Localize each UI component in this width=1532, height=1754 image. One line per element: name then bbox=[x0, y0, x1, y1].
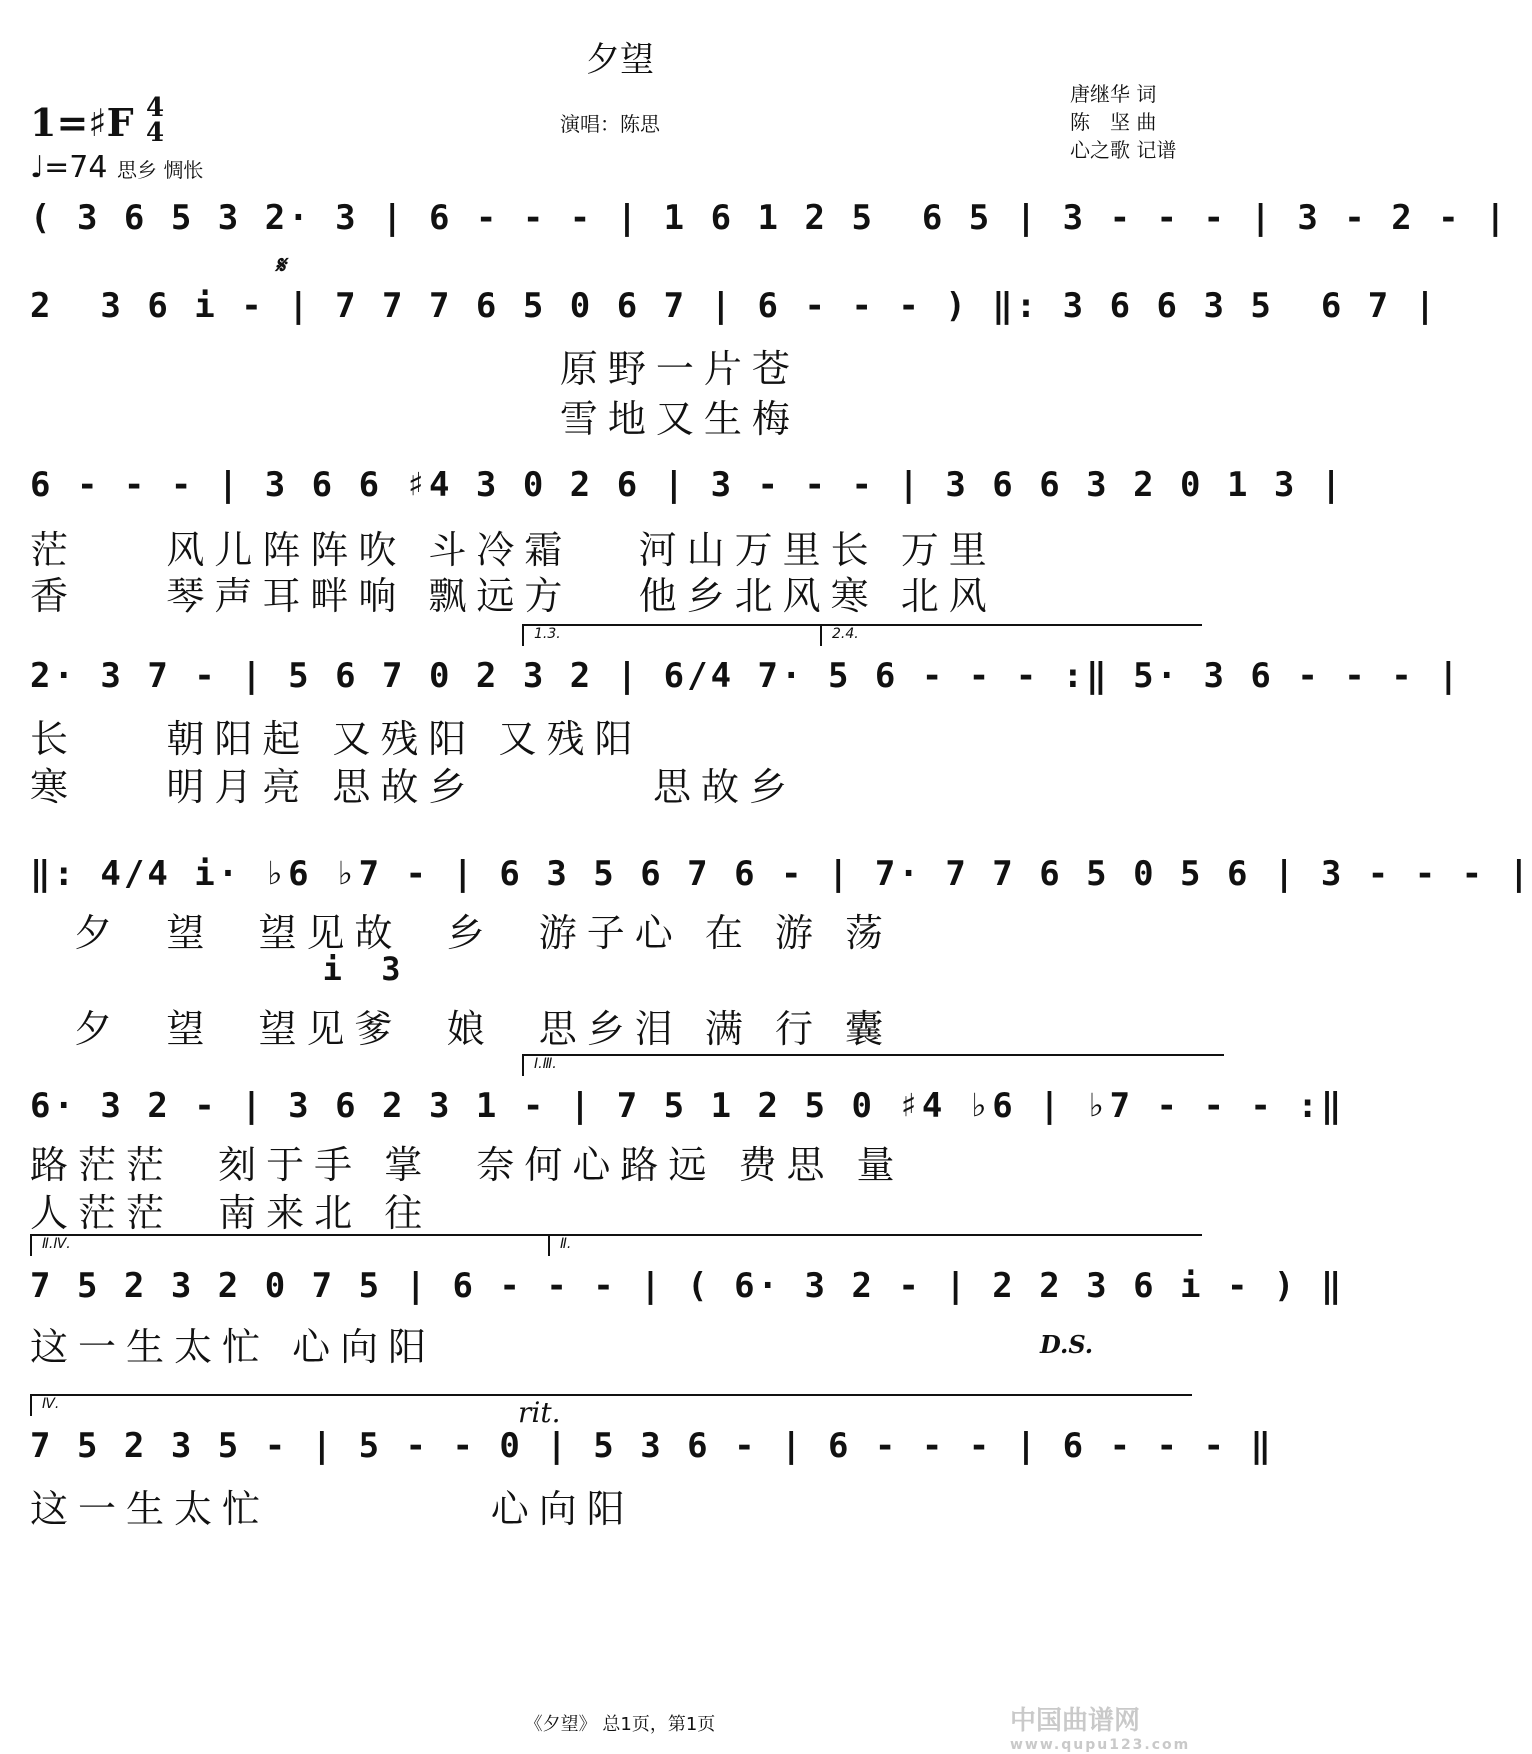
dal-segno-mark: D.S. bbox=[1040, 1330, 1094, 1359]
key-signature: 1=♯F bbox=[30, 100, 134, 145]
volta-ending-2: Ⅱ. bbox=[548, 1234, 1202, 1256]
credit-composer: 陈 坚 曲 bbox=[1070, 110, 1157, 134]
lyric-verse-2: 雪地又生梅 bbox=[30, 397, 800, 441]
lyric-verse-1: 夕 望 望见故 乡 游子心 在 游 荡 bbox=[30, 911, 894, 955]
notes-line: 6· 3 2 - | 3 6 2 3 1 - | 7 5 1 2 5 0 ♯4 ♭6 | ♭7 - - - :‖ bbox=[30, 1086, 1345, 1126]
notes-line: 6 - - - | 3 6 6 ♯4 3 0 2 6 | 3 - - - | 3 6 6 3 2 0 1 3 | bbox=[30, 465, 1345, 505]
lyric-verse-2: 人茫茫 南来北 往 bbox=[30, 1191, 433, 1235]
lyric-verse-1: 原野一片苍 bbox=[30, 347, 800, 391]
mood-text: 思乡 惆怅 bbox=[117, 158, 204, 182]
volta-ending-4: Ⅳ. bbox=[30, 1394, 1192, 1416]
lyric-verse-1: 路茫茫 刻于手 掌 奈何心路远 费思 量 bbox=[30, 1143, 905, 1187]
volta-ending-2-4: Ⅱ.Ⅳ. bbox=[30, 1234, 550, 1256]
volta-ending-1: 1.3. bbox=[522, 624, 824, 646]
singer: 演唱：陈思 bbox=[560, 112, 660, 136]
segno-mark: 𝄋 bbox=[275, 250, 286, 279]
time-signature bbox=[146, 93, 165, 148]
notes-line: 7 5 2 3 2 0 7 5 | 6 - - - | ( 6· 3 2 - | 2 2 3 6 i - ) ‖ bbox=[30, 1266, 1345, 1306]
alt-notes: i 3 bbox=[30, 950, 411, 988]
volta-ending-1-3: Ⅰ.Ⅲ. bbox=[522, 1054, 1224, 1076]
notes-line: 7 5 2 3 5 - | 5 - - 0 | 5 3 6 - | 6 - - - | 6 - - - ‖ bbox=[30, 1426, 1274, 1466]
page-footer: 《夕望》 总1页，第1页 bbox=[524, 1714, 716, 1735]
lyric-verse-1: 长 朝阳起 又残阳 又残阳 bbox=[30, 717, 643, 761]
lyric-verse-1: 这一生太忙 心向阳 bbox=[30, 1325, 437, 1369]
tempo-value: ♩=74 bbox=[30, 150, 108, 185]
lyric-verse-1: 茫 风儿阵阵吹 斗冷霜 河山万里长 万里 bbox=[30, 528, 997, 572]
watermark-url: www.qupu123.com bbox=[1010, 1737, 1191, 1753]
time-signature-bottom: 4 bbox=[146, 118, 165, 148]
notes-line: 2 3 6 i - | 7 7 7 6 5 0 6 7 | 6 - - - ) ‖: 3 6 6 3 5 6 7 | bbox=[30, 286, 1439, 326]
notes-line: ( 3 6 5 3 2· 3 | 6 - - - | 1 6 1 2 5 6 5 | 3 - - - | 3 - 2 - | bbox=[30, 198, 1509, 238]
lyric-verse-2: 香 琴声耳畔响 飘远方 他乡北风寒 北风 bbox=[30, 574, 997, 618]
page-title: 夕望 bbox=[586, 40, 654, 80]
notes-line: 2· 3 7 - | 5 6 7 0 2 3 2 | 6/4 7· 5 6 - - - :‖ 5· 3 6 - - - | bbox=[30, 656, 1462, 696]
lyric-verse-2: 夕 望 望见爹 娘 思乡泪 满 行 囊 bbox=[30, 1007, 894, 1051]
watermark bbox=[1010, 1700, 1190, 1753]
credit-transcriber: 心之歌 记谱 bbox=[1070, 138, 1177, 162]
credits bbox=[1070, 80, 1176, 164]
tempo bbox=[30, 150, 203, 185]
credit-lyricist: 唐继华 词 bbox=[1070, 82, 1157, 106]
notes-line: ‖: 4/4 i· ♭6 ♭7 - | 6 3 5 6 7 6 - | 7· 7 7 6 5 0 5 6 | 3 - - - | bbox=[30, 854, 1532, 894]
time-signature-top: 4 bbox=[146, 93, 165, 123]
volta-ending-2: 2.4. bbox=[820, 624, 1202, 646]
lyric-verse-2: 寒 明月亮 思故乡 思故乡 bbox=[30, 765, 798, 809]
watermark-logo-text: 中国曲谱网 bbox=[1010, 1706, 1141, 1736]
ritardando-mark: rit. bbox=[518, 1396, 561, 1429]
lyric-verse-1: 这一生太忙 心向阳 bbox=[30, 1487, 635, 1531]
